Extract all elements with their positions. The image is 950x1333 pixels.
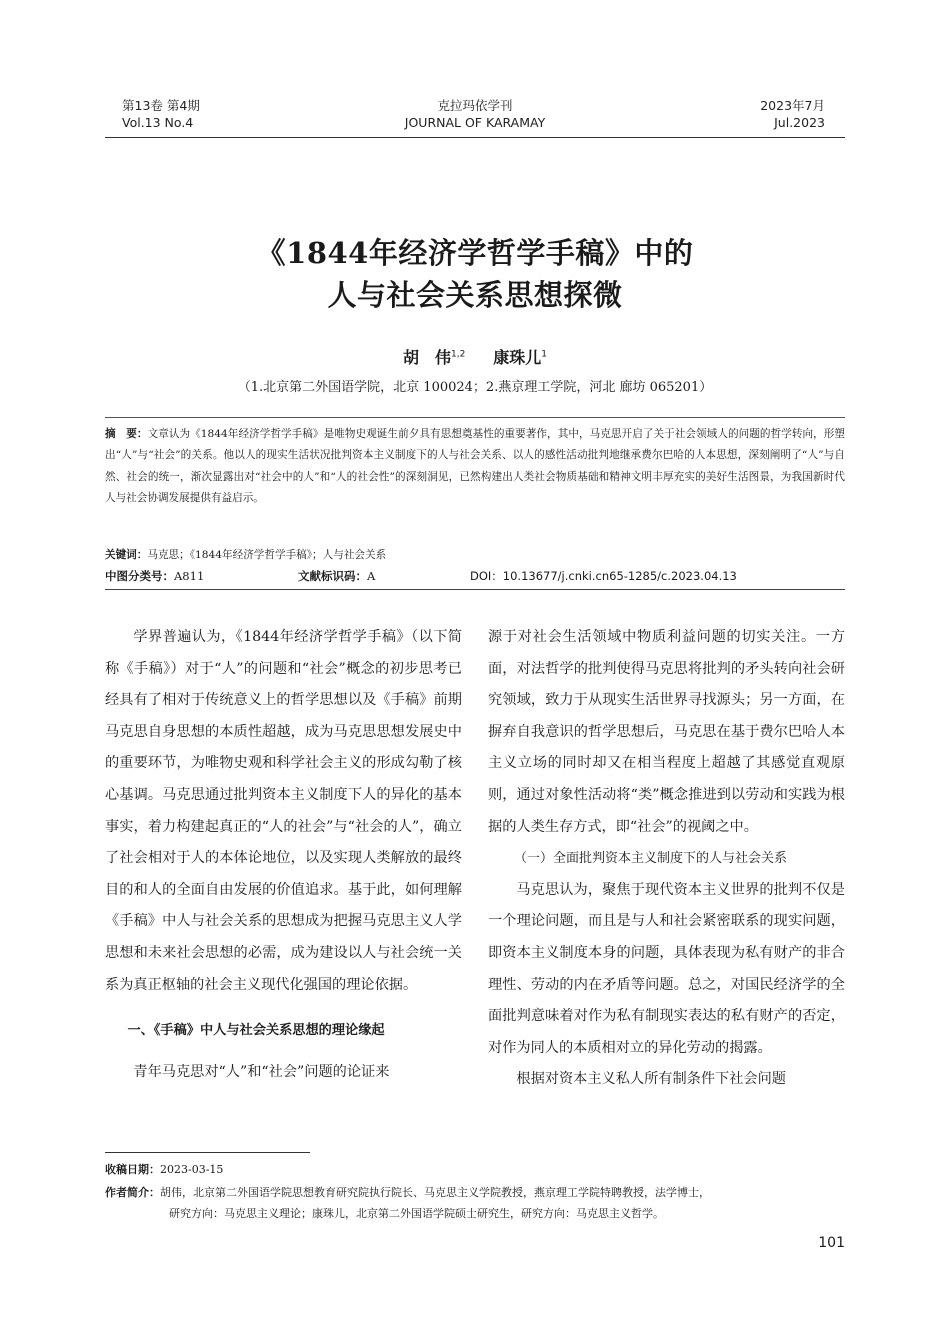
abstract: [105, 424, 845, 510]
bio-line-2: 研究方向：马克思主义理论；康珠儿，北京第二外国语学院硕士研究生，研究方向：马克思主义哲学。: [169, 1207, 664, 1220]
author-2-affil: 1: [541, 349, 547, 360]
header-divider: [105, 137, 845, 138]
abstract-top-rule: [105, 417, 845, 418]
header-volume-en: Vol.13 No.4: [122, 115, 194, 130]
paragraph: 马克思认为，聚焦于现代资本主义世界的批判不仅是一个理论问题，而且是与人和社会紧密联系的现实问题，即资本主义制度本身的问题，具体表现为私有财产的非合理性、劳动的内在矛盾等问题。总之，对国民经济学的全面批判意味着对作为私有制现实表达的私有财产的否定，对作为同人的本质相对立的异化劳动的揭露。: [488, 881, 845, 1056]
clc-number: [105, 568, 204, 584]
doccode-label: 文献标识码：: [298, 569, 367, 583]
title-line-2: 人与社会关系思想探微: [327, 278, 623, 312]
body-column-right: [488, 622, 845, 1096]
body-column-left: [105, 622, 462, 1088]
header-journal-cn: 克拉玛依学刊: [437, 98, 513, 113]
header-date-en: Jul.2023: [774, 115, 825, 130]
paragraph: 源于对社会生活领域中物质利益问题的切实关注。一方面，对法哲学的批判使得马克思将批判的矛头转向社会研究领域，致力于从现实生活世界寻找源头；另一方面，在摒弃自我意识的哲学思想后，马克思在基于费尔巴哈人本主义立场的同时却又在相当程度上超越了其感觉直观原则，通过对象性活动将“类”概念推进到以劳动和实践为根据的人类生存方式，即“社会”的视阈之中。: [488, 629, 845, 835]
header-date-cn: 2023年7月: [760, 98, 825, 113]
clc-value: A811: [174, 569, 205, 583]
affiliation: （1.北京第二外国语学院，北京 100024；2.燕京理工学院，河北 廊坊 065201）: [237, 380, 713, 395]
header-date: [700, 97, 825, 131]
keywords-label: 关键词：: [105, 549, 148, 561]
author-line: [105, 345, 845, 368]
abstract-text: 文章认为《1844年经济学哲学手稿》是唯物史观诞生前夕具有思想奠基性的重要著作，其中，马克思开启了关于社会领域人的问题的哲学转向，形塑出“人”与“社会”的关系。他以人的现实生活状况批判资本主义制度下的人与社会关系、以人的感性活动批判地继承费尔巴哈的人本思想，深刻阐明了“人”与自然、社会的统一，渐次显露出对“社会中的人”和“人的社会性”的深刻洞见，已然构建出人类社会物质基础和精神文明丰厚充实的美好生活图景，为我国新时代人与社会协调发展提供有益启示。: [105, 428, 845, 505]
doccode-value: A: [367, 569, 376, 583]
paragraph: 根据对资本主义私人所有制条件下社会问题: [516, 1071, 786, 1088]
paragraph: 学界普遍认为，《1844年经济学哲学手稿》（以下简称《手稿》）对于“人”的问题和“社会”概念的初步思考已经具有了相对于传统意义上的哲学思想以及《手稿》前期马克思自身思想的本质性超越，成为马克思思想发展史中的重要环节，为唯物史观和科学社会主义的形成勾勒了核心基调。马克思通过批判资本主义制度下人的异化的基本事实，着力构建起真正的“人的社会”与“社会的人”，确立了社会相对于人的本体论地位，以及实现人类解放的最终目的和人的全面自由发展的价值追求。基于此，如何理解《手稿》中人与社会关系的思想成为把握马克思主义人学思想和未来社会思想的必需，成为建设以人与社会统一关系为真正枢轴的社会主义现代化强国的理论依据。: [105, 629, 462, 993]
header-volume-cn: 第13卷 第4期: [122, 98, 200, 113]
page-number: 101: [818, 1235, 845, 1251]
author-1-affil: 1,2: [451, 349, 466, 360]
author-2-name: 康珠儿: [493, 348, 542, 367]
bio-label: 作者简介：: [105, 1186, 160, 1199]
article-title: [105, 232, 845, 316]
header-journal: [375, 97, 575, 131]
title-line-1: 《1844年经济学哲学手稿》中的: [256, 236, 694, 270]
bio-line-1: 胡伟，北京第二外国语学院思想教育研究院执行院长、马克思主义学院教授，燕京理工学院特聘教授，法学博士，: [160, 1186, 710, 1199]
abstract-label: 摘 要：: [105, 428, 148, 440]
doi: DOI：10.13677/j.cnki.cn65-1285/c.2023.04.13: [470, 569, 737, 583]
abstract-bottom-rule: [105, 589, 845, 590]
author-1-name: 胡 伟: [403, 348, 452, 367]
header-volume: [122, 97, 200, 131]
section-heading: 一、《手稿》中人与社会关系思想的理论缘起: [127, 1023, 385, 1039]
received-value: 2023-03-15: [160, 1163, 224, 1176]
received-date: [105, 1159, 845, 1180]
clc-label: 中图分类号：: [105, 569, 174, 583]
subsection-heading: （一）全面批判资本主义制度下的人与社会关系: [514, 851, 788, 867]
author-bio: [105, 1182, 845, 1224]
keywords: [105, 545, 845, 566]
footnote-rule: [105, 1152, 310, 1153]
document-code: [298, 568, 375, 584]
header-journal-en: JOURNAL OF KARAMAY: [404, 115, 546, 130]
keywords-text: 马克思；《1844年经济学哲学手稿》；人与社会关系: [147, 549, 387, 561]
paragraph: 青年马克思对“人”和“社会”问题的论证来: [133, 1063, 390, 1080]
received-label: 收稿日期：: [105, 1163, 160, 1176]
